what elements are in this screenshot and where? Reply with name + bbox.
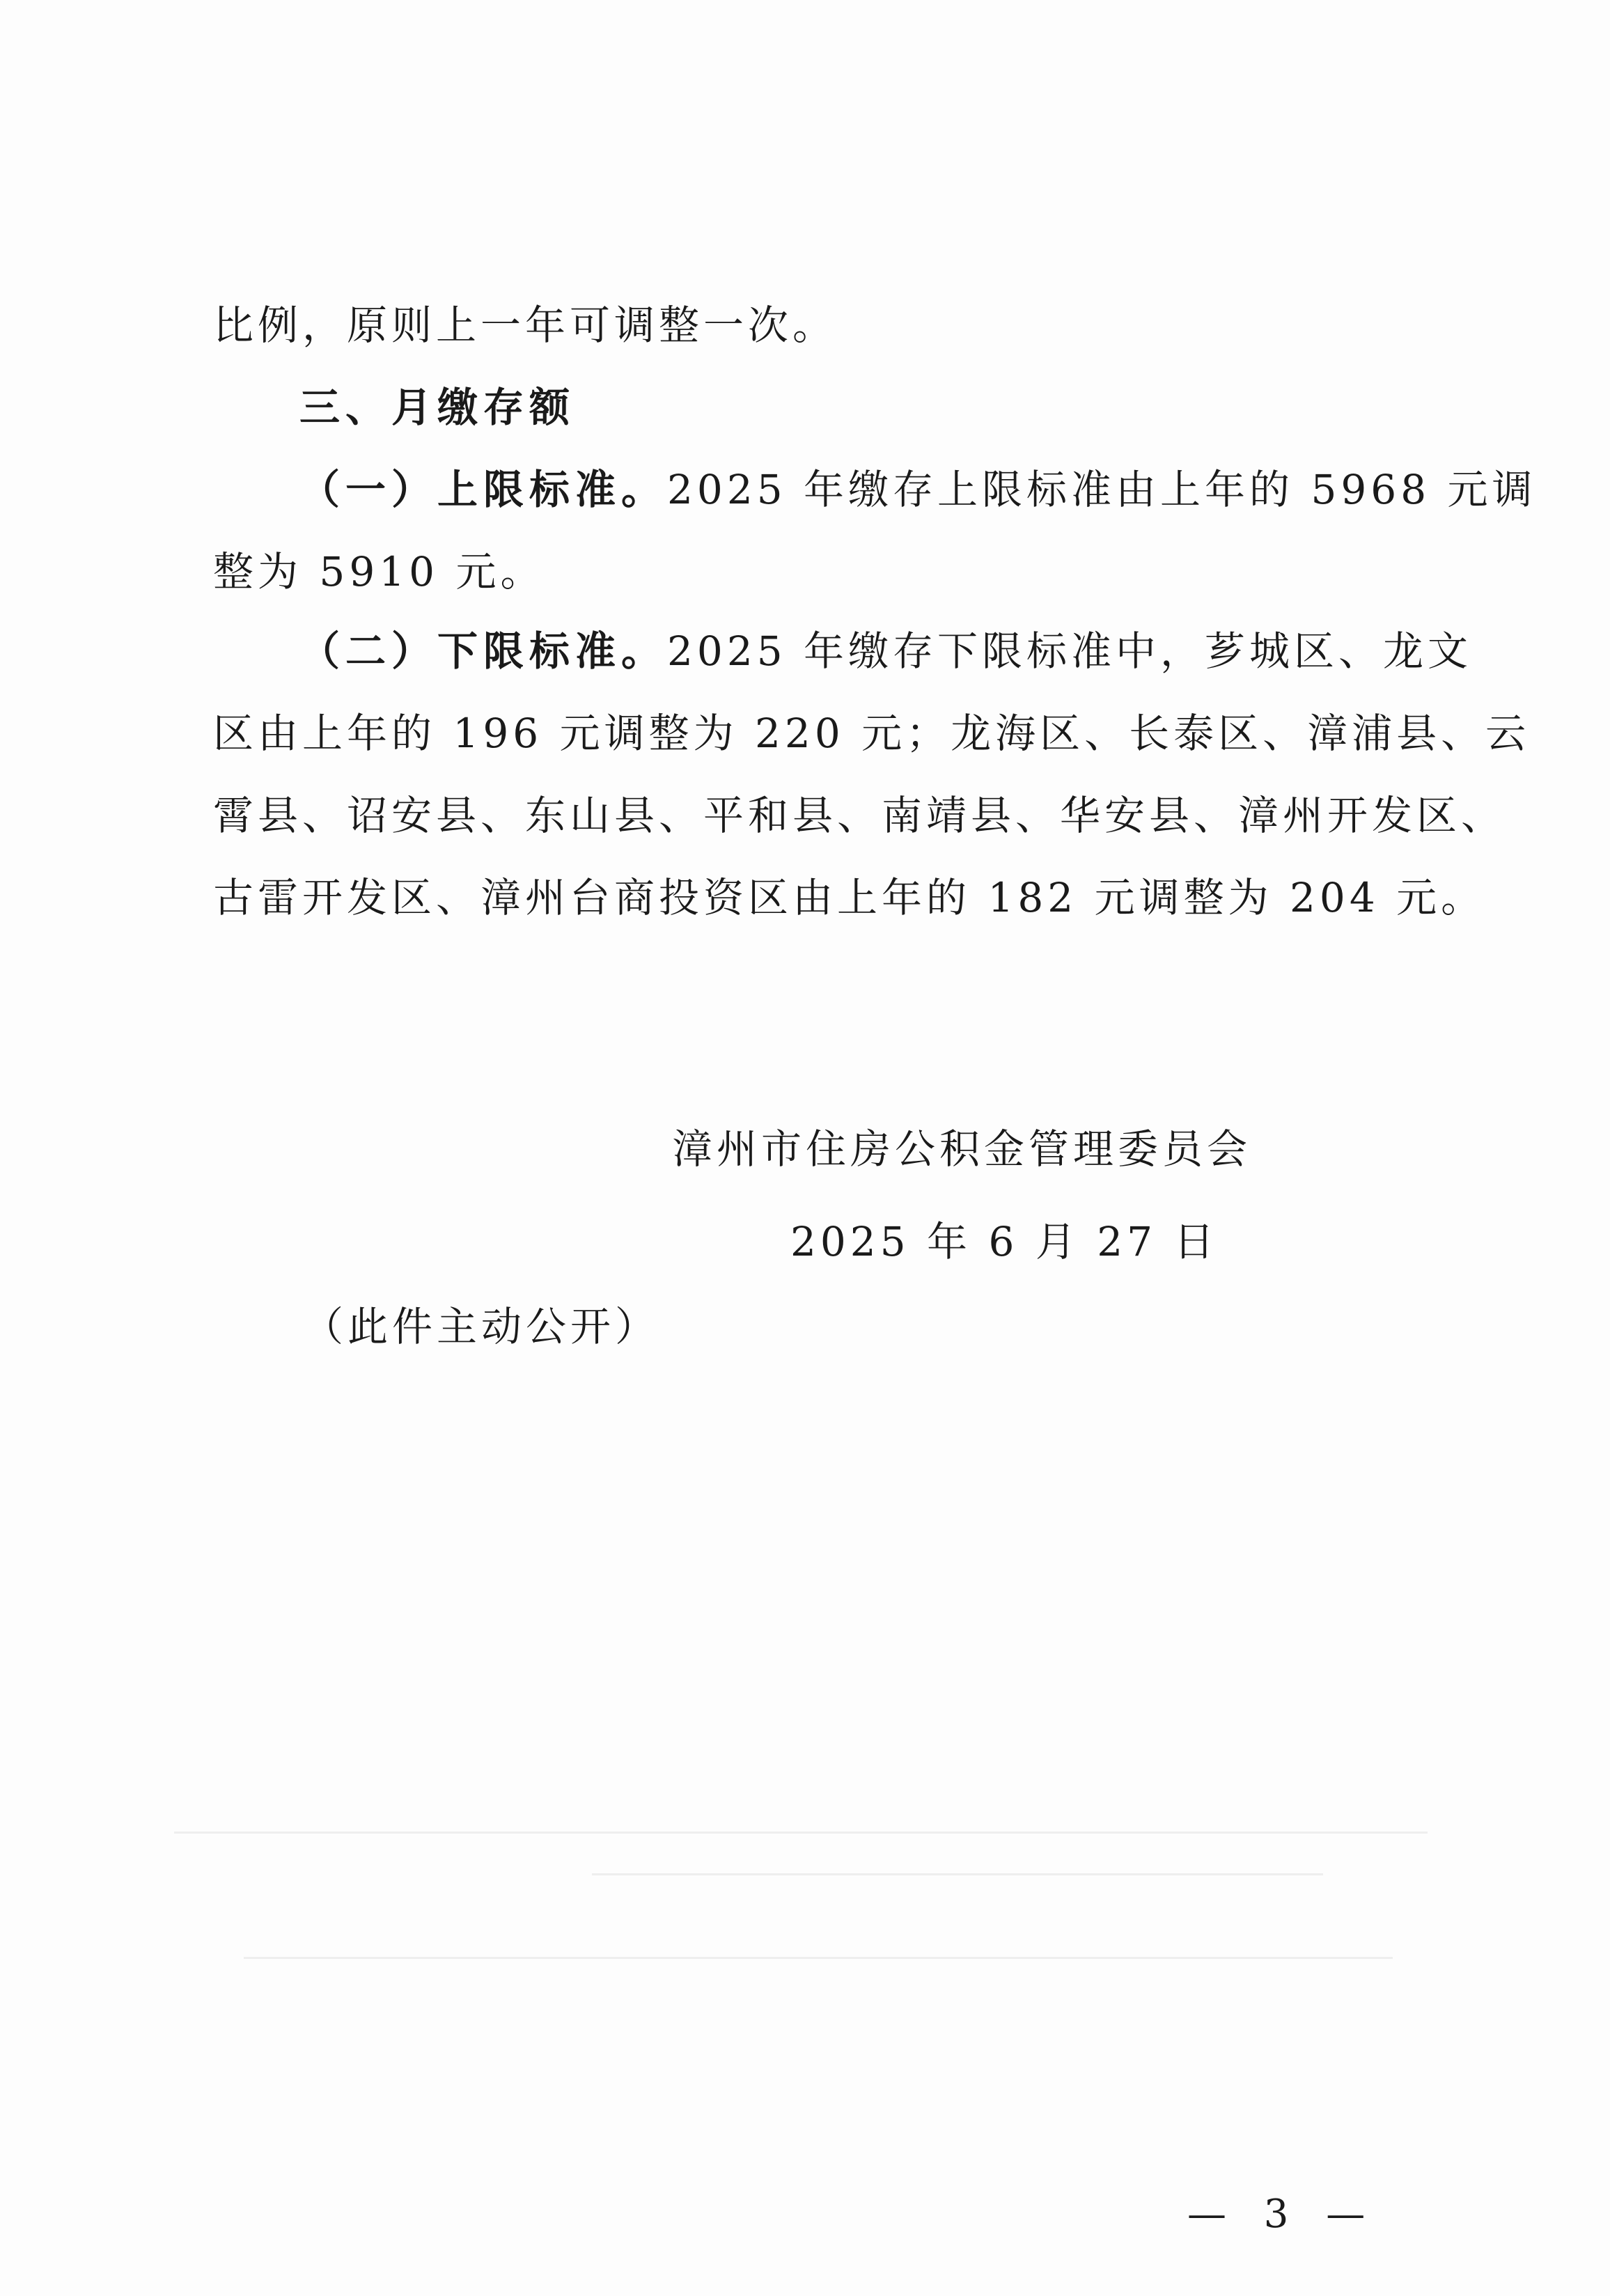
paragraph-lower-limit-line3: 霄县、诏安县、东山县、平和县、南靖县、华安县、漳州开发区、 (213, 792, 1506, 839)
paragraph-lower-limit-line2: 区由上年的 196 元调整为 220 元；龙海区、长泰区、漳浦县、云 (213, 710, 1531, 757)
paragraph-upper-limit-line2: 整为 5910 元。 (213, 548, 545, 595)
issuer-signature: 漳州市住房公积金管理委员会 (672, 1125, 1252, 1173)
paragraph-continuation: 比例，原则上一年可调整一次。 (213, 302, 838, 349)
upper-limit-label: （一）上限标准。 (299, 466, 668, 513)
upper-limit-text: 2025 年缴存上限标准由上年的 5968 元调 (667, 466, 1537, 513)
show-through-line (592, 1873, 1323, 1875)
lower-limit-text: 2025 年缴存下限标准中，芗城区、龙文 (667, 627, 1473, 675)
paragraph-lower-limit-line1 (299, 627, 1472, 675)
issue-date: 2025 年 6 月 27 日 (790, 1218, 1219, 1265)
lower-limit-label: （二）下限标准。 (299, 627, 668, 675)
paragraph-lower-limit-line4: 古雷开发区、漳州台商投资区由上年的 182 元调整为 204 元。 (213, 874, 1486, 921)
disclosure-note: （此件主动公开） (303, 1303, 660, 1350)
page-number: — 3 — (1187, 2192, 1378, 2237)
paragraph-upper-limit-line1 (299, 465, 1537, 514)
section-heading: 三、月缴存额 (299, 384, 576, 431)
show-through-line (244, 1957, 1393, 1959)
show-through-line (174, 1832, 1428, 1834)
